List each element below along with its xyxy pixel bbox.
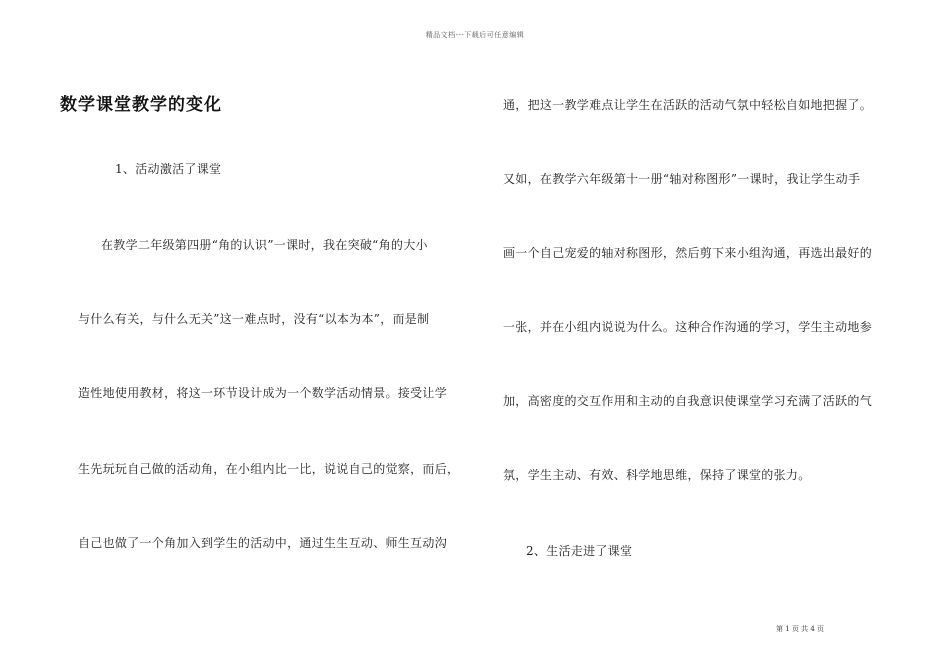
paragraph-line: 加，高密度的交互作用和主动的自我意识使课堂学习充满了活跃的气 [503,394,873,408]
paragraph-line: 造性地使用教材，将这一环节设计成为一个数学活动情景。接受让学 [78,386,448,400]
page-number: 第 1 页 共 4 页 [776,625,825,633]
paragraph-line: 画一个自己宠爱的轴对称图形，然后剪下来小组沟通，再选出最好的 [503,246,873,260]
section-heading-1: 1、活动激活了课堂 [115,162,222,176]
paragraph-line: 与什么有关，与什么无关”这一难点时，没有“以本为本”，而是制 [78,312,430,326]
document-title: 数学课堂教学的变化 [60,95,222,115]
paragraph-line: 生先玩玩自己做的活动角，在小组内比一比，说说自己的觉察，而后， [78,462,460,476]
paragraph-line: 又如，在教学六年级第十一册“轴对称图形”一课时，我让学生动手 [503,172,861,186]
paragraph-line: 氛，学生主动、有效、科学地思维，保持了课堂的张力。 [503,468,811,482]
section-heading-2: 2、生活走进了课堂 [526,544,633,558]
paragraph-line: 一张，并在小组内说说为什么。这种合作沟通的学习，学生主动地参 [503,320,873,334]
paragraph-line: 在教学二年级第四册“角的认识”一课时，我在突破“角的大小 [101,238,428,252]
paragraph-line: 通，把这一教学难点让学生在活跃的活动气氛中轻松自如地把握了。 [503,98,873,112]
paragraph-line: 自己也做了一个角加入到学生的活动中，通过生生互动、师生互动沟 [78,536,448,550]
page-header: 精品文档---下载后可任意编辑 [425,31,525,39]
